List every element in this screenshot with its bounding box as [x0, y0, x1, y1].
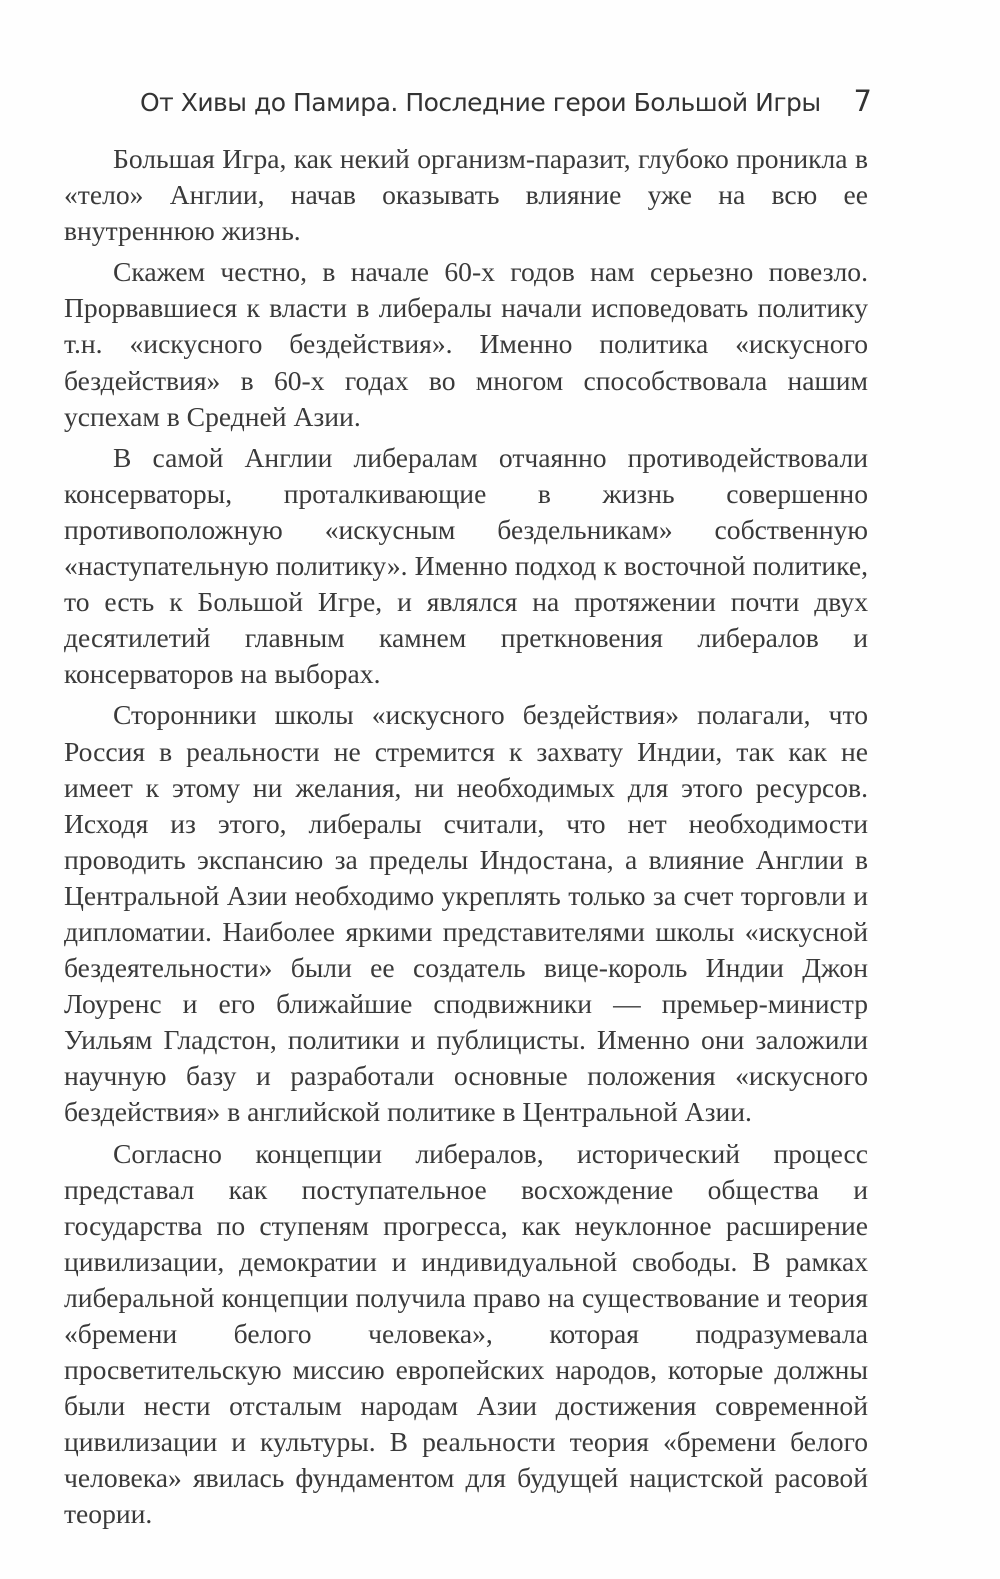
page-number: 7: [853, 84, 872, 118]
paragraph-2: Скажем честно, в начале 60-х годов нам серьезно повезло. Прорвавшиеся к власти в либералы начали исповедовать политику т.н. «искусного бездействия». Именно политика «искусного бездействия» в 60-х годах во многом способствовала нашим успехам в Средней Азии.: [64, 256, 868, 432]
paragraph-5: Согласно концепции либералов, исторический процесс представал как поступательное восхождение общества и государства по ступеням прогресса, как неуклонное расширение цивилизации, демократии и индивидуальной свободы. В рамках либеральной концепции получила право на существование и теория «бремени белого человека», которая подразумевала просветительскую миссию европейских народов, которые должны были нести отсталым народам Азии достижения современной цивилизации и культуры. В реальности теория «бремени белого человека» явилась фундаментом для будущей нацистской расовой теории.: [64, 1137, 868, 1530]
body-text: [64, 141, 868, 1538]
paragraph-1: Большая Игра, как некий организм-паразит, глубоко проникла в «тело» Англии, начав оказывать влияние уже на всю ее внутреннюю жизнь.: [64, 143, 868, 247]
paragraph-3: В самой Англии либералам отчаянно противодействовали консерваторы, проталкивающие в жизнь совершенно противоположную «искусным бездельникам» собственную «наступательную политику». Именно подход к восточной политике, то есть к Большой Игре, и являлся на протяжении почти двух десятилетий главным камнем преткновения либералов и консерваторов на выборах.: [64, 441, 868, 690]
paragraph-4: Сторонники школы «искусного бездействия» полагали, что Россия в реальности не стремится к захвату Индии, так как не имеет к этому ни желания, ни необходимых для этого ресурсов. Исходя из этого, либералы считали, что нет необходимости проводить экспансию за пределы Индостана, а влияние Англии в Центральной Азии необходимо укреплять только за счет торговли и дипломатии. Наиболее яркими представителями школы «искусной бездеятельности» были ее создатель вице-король Индии Джон Лоуренс и его ближайшие сподвижники — премьер-министр Уильям Гладстон, политики и публицисты. Именно они заложили научную базу и разработали основные положения «искусного бездействия» в английской политике в Центральной Азии.: [64, 699, 868, 1128]
running-head: [140, 84, 872, 128]
running-title: От Хивы до Памира. Последние герои Большой Игры: [140, 88, 821, 117]
